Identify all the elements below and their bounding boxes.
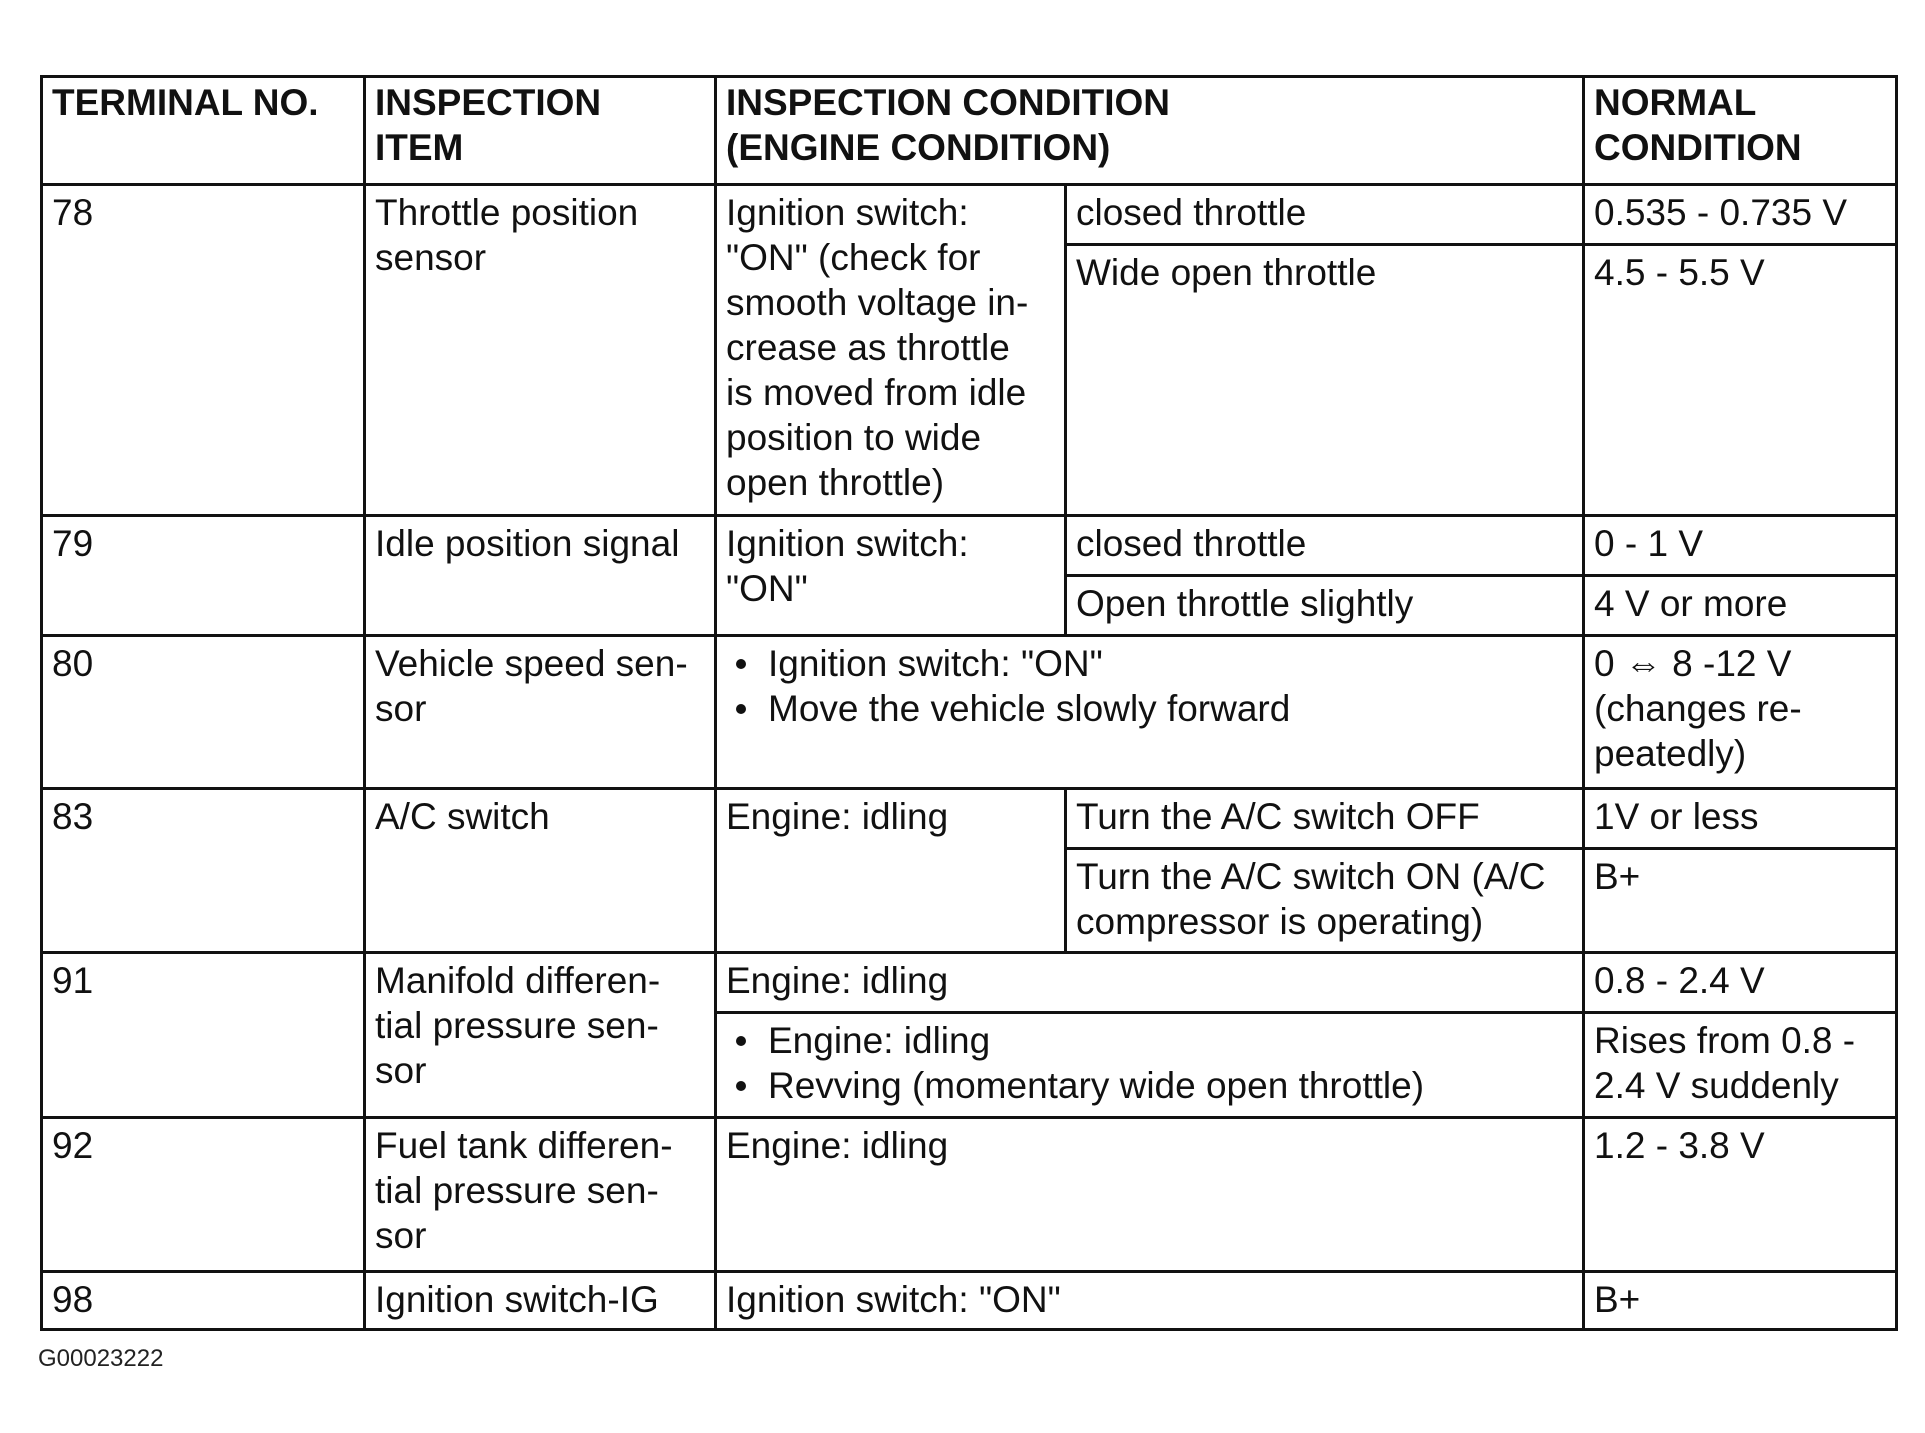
terminal-78: 78 bbox=[42, 185, 365, 516]
condition-91-idling: Engine: idling bbox=[716, 953, 1584, 1013]
normal-78-wide-open: 4.5 - 5.5 V bbox=[1584, 245, 1897, 516]
list-item bbox=[726, 641, 1573, 686]
normal-79-open-slightly: 4 V or more bbox=[1584, 576, 1897, 636]
table-row bbox=[42, 1118, 1897, 1272]
condition-92: Engine: idling bbox=[716, 1118, 1584, 1272]
normal-83-off: 1V or less bbox=[1584, 789, 1897, 849]
terminal-79: 79 bbox=[42, 516, 365, 636]
table-row bbox=[42, 953, 1897, 1013]
normal-78-closed: 0.535 - 0.735 V bbox=[1584, 185, 1897, 245]
table-header-row bbox=[42, 77, 1897, 185]
bullet-icon bbox=[736, 1081, 746, 1091]
terminal-inspection-table bbox=[40, 75, 1898, 1331]
table-row bbox=[42, 516, 1897, 576]
condition-91-list bbox=[726, 1018, 1573, 1108]
header-terminal-no: TERMINAL NO. bbox=[42, 77, 365, 185]
item-79: Idle position signal bbox=[365, 516, 716, 636]
terminal-91: 91 bbox=[42, 953, 365, 1118]
subcondition-83-off: Turn the A/C switch OFF bbox=[1066, 789, 1584, 849]
subcondition-83-on: Turn the A/C switch ON (A/C compressor is operating) bbox=[1066, 849, 1584, 953]
list-item bbox=[726, 686, 1573, 731]
normal-83-on: B+ bbox=[1584, 849, 1897, 953]
item-98: Ignition switch-IG bbox=[365, 1272, 716, 1330]
terminal-98: 98 bbox=[42, 1272, 365, 1330]
item-80: Vehicle speed sen- sor bbox=[365, 636, 716, 789]
terminal-80: 80 bbox=[42, 636, 365, 789]
table-row bbox=[42, 636, 1897, 789]
normal-98: B+ bbox=[1584, 1272, 1897, 1330]
item-91: Manifold differen- tial pressure sen- sor bbox=[365, 953, 716, 1118]
bullet-icon bbox=[736, 704, 746, 714]
item-92: Fuel tank differen- tial pressure sen- sor bbox=[365, 1118, 716, 1272]
subcondition-78-wide-open: Wide open throttle bbox=[1066, 245, 1584, 516]
condition-79: Ignition switch: "ON" bbox=[716, 516, 1066, 636]
condition-78: Ignition switch: "ON" (check for smooth voltage in- crease as throttle is moved from idle position to wide open throttle) bbox=[716, 185, 1066, 516]
condition-91-step-1: Engine: idling bbox=[768, 1020, 991, 1061]
header-inspection-item: INSPECTION ITEM bbox=[365, 77, 716, 185]
figure-id: G00023222 bbox=[38, 1345, 164, 1372]
table-row bbox=[42, 1272, 1897, 1330]
bullet-icon bbox=[736, 1036, 746, 1046]
normal-79-closed: 0 - 1 V bbox=[1584, 516, 1897, 576]
list-item bbox=[726, 1018, 1573, 1063]
condition-83: Engine: idling bbox=[716, 789, 1066, 953]
condition-91-revving bbox=[716, 1013, 1584, 1118]
table-row bbox=[42, 185, 1897, 245]
subcondition-79-closed: closed throttle bbox=[1066, 516, 1584, 576]
condition-91-step-2: Revving (momentary wide open throttle) bbox=[768, 1065, 1425, 1106]
header-inspection-condition: INSPECTION CONDITION (ENGINE CONDITION) bbox=[716, 77, 1584, 185]
terminal-92: 92 bbox=[42, 1118, 365, 1272]
normal-91-revving: Rises from 0.8 - 2.4 V suddenly bbox=[1584, 1013, 1897, 1118]
normal-92: 1.2 - 3.8 V bbox=[1584, 1118, 1897, 1272]
terminal-83: 83 bbox=[42, 789, 365, 953]
condition-80 bbox=[716, 636, 1584, 789]
item-78: Throttle position sensor bbox=[365, 185, 716, 516]
list-item bbox=[726, 1063, 1573, 1108]
condition-80-step-1: Ignition switch: "ON" bbox=[768, 643, 1103, 684]
condition-80-list bbox=[726, 641, 1573, 731]
condition-80-step-2: Move the vehicle slowly forward bbox=[768, 688, 1291, 729]
normal-80: 0 ⇔ 8 -12 V (changes re- peatedly) bbox=[1584, 636, 1897, 789]
item-83: A/C switch bbox=[365, 789, 716, 953]
normal-91-idling: 0.8 - 2.4 V bbox=[1584, 953, 1897, 1013]
bullet-icon bbox=[736, 659, 746, 669]
table-row bbox=[42, 789, 1897, 849]
subcondition-79-open-slightly: Open throttle slightly bbox=[1066, 576, 1584, 636]
condition-98: Ignition switch: "ON" bbox=[716, 1272, 1584, 1330]
header-normal-condition: NORMAL CONDITION bbox=[1584, 77, 1897, 185]
subcondition-78-closed: closed throttle bbox=[1066, 185, 1584, 245]
